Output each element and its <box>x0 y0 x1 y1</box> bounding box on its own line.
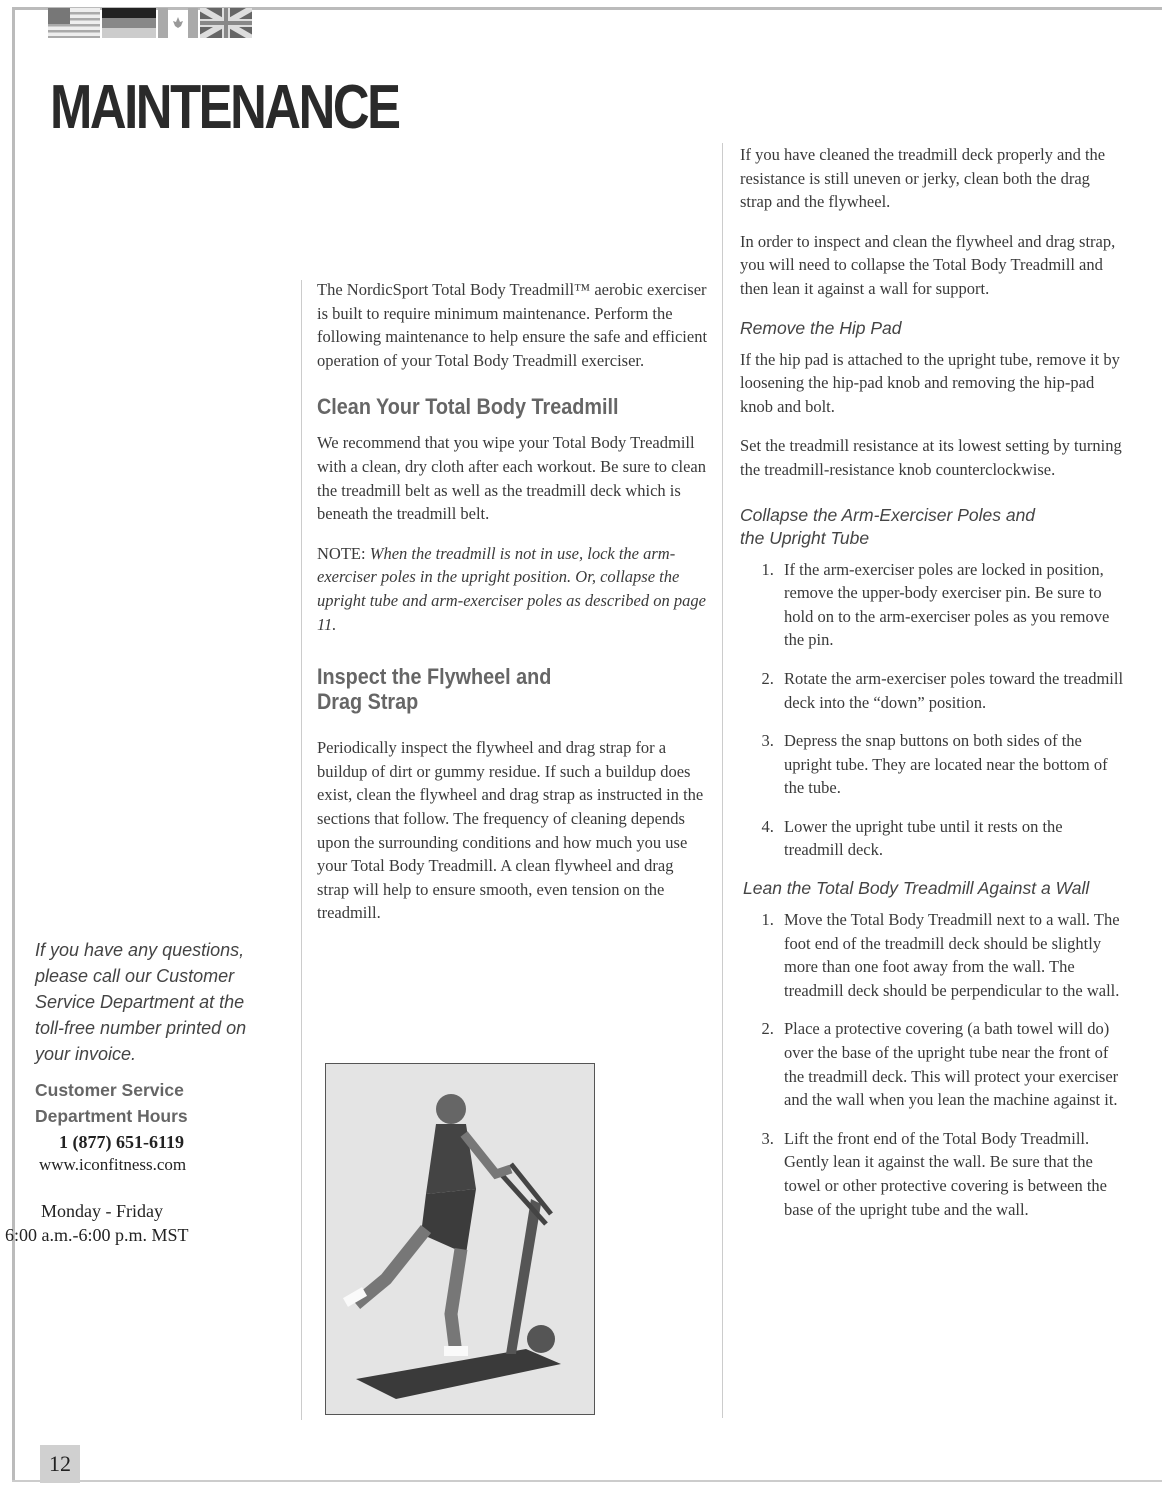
list-item: 1. If the arm-exerciser poles are locked in position, remove the upper-body exerciser pin. Be sure to hold on to the arm-exerciser poles as you remove the pin. <box>778 558 1125 652</box>
subheading-lean: Lean the Total Body Treadmill Against a Wall <box>743 878 1090 899</box>
page-border-left <box>12 7 15 1482</box>
woman-on-treadmill-image <box>326 1064 594 1414</box>
lean-steps-list <box>740 908 1125 1221</box>
website-link[interactable]: www.iconfitness.com <box>39 1155 187 1174</box>
clean-paragraph: We recommend that you wipe your Total Body Treadmill with a clean, dry cloth after each workout. Be sure to clean the treadmill belt as well as the treadmill deck which is beneath the treadmill belt. <box>317 433 706 524</box>
subheading-hip-pad: Remove the Hip Pad <box>740 317 902 338</box>
hours-heading-line-1: Customer Service <box>35 1080 184 1100</box>
note-text: When the treadmill is not in use, lock the arm-exerciser poles in the upright position. Or, collapse the upright tube and arm-exerciser poles as described on page 11. <box>317 543 706 634</box>
intro-paragraph: The NordicSport Total Body Treadmill™ aerobic exerciser is built to require minimum maintenance. Perform the following maintenance to help ensure the safe and efficient operation of your Total Body Treadmill exerciser. <box>317 280 708 370</box>
page-title: MAINTENANCE <box>50 73 399 142</box>
german-flag-icon <box>102 8 156 38</box>
customer-service-sidebar <box>5 937 275 1248</box>
treadmill-photo <box>325 1063 595 1415</box>
service-days: Monday - Friday <box>41 1201 163 1221</box>
phone-number: 1 (877) 651-6119 <box>59 1132 184 1152</box>
note-paragraph <box>317 542 709 636</box>
right-column <box>740 143 1125 1236</box>
uk-flag-icon <box>200 8 252 38</box>
middle-column <box>317 278 709 941</box>
list-item: 1. Move the Total Body Treadmill next to a wall. The foot end of the treadmill deck should be slightly more than one foot away from the wall. The treadmill deck should be perpendicular to the wall. <box>778 908 1125 1002</box>
hip-paragraph-1: If the hip pad is attached to the upright tube, remove it by loosening the hip-pad knob and removing the hip-pad knob and bolt. <box>740 349 1120 416</box>
hip-paragraph-2: Set the treadmill resistance at its lowest setting by turning the treadmill-resistance knob counterclockwise. <box>740 436 1122 479</box>
section-heading-inspect: Inspect the Flywheel and Drag Strap <box>317 664 552 715</box>
list-item: 2. Rotate the arm-exerciser poles toward the treadmill deck into the “down” position. <box>778 667 1125 714</box>
page-number: 12 <box>40 1445 80 1483</box>
right-paragraph-2: In order to inspect and clean the flywheel and drag strap, you will need to collapse the Total Body Treadmill and then lean it against a wall for support. <box>740 231 1116 298</box>
list-item: 3. Depress the snap buttons on both sides of the upright tube. They are located near the bottom of the tube. <box>778 729 1125 800</box>
inspect-paragraph: Periodically inspect the flywheel and drag strap for a buildup of dirt or gummy residue. If such a buildup does exist, clean the flywheel and drag strap as instructed in the sections that follow. The frequency of cleaning depends upon the surrounding conditions and how much you use your Total Body Treadmill. A clean flywheel and drag strap will help to ensure smooth, even tension on the treadmill. <box>317 738 704 923</box>
page-border-bottom <box>12 1480 1162 1482</box>
list-item: 2. Place a protective covering (a bath towel will do) over the base of the upright tube near the front of the treadmill deck. This will protect your exerciser and the wall when you lean the machine against it. <box>778 1017 1125 1111</box>
subheading-collapse: Collapse the Arm-Exerciser Poles and the Upright Tube <box>740 504 1036 548</box>
section-heading-clean: Clean Your Total Body Treadmill <box>317 394 619 420</box>
list-item: 3. Lift the front end of the Total Body Treadmill. Gently lean it against the wall. Be sure that the towel or other protective covering is between the base of the upright tube and the wall. <box>778 1127 1125 1221</box>
service-time: 6:00 a.m.-6:00 p.m. MST <box>5 1225 189 1245</box>
us-flag-icon <box>48 8 100 38</box>
column-divider <box>301 280 302 1420</box>
column-divider <box>722 143 723 1418</box>
note-label: NOTE: <box>317 543 370 563</box>
right-paragraph-1: If you have cleaned the treadmill deck properly and the resistance is still uneven or jerky, clean both the drag strap and the flywheel. <box>740 145 1106 212</box>
flags-banner <box>48 8 252 38</box>
collapse-steps-list <box>740 558 1125 863</box>
hours-heading-line-2: Department Hours <box>35 1106 188 1126</box>
questions-note: If you have any questions, please call our Customer Service Department at the toll-free number printed on your invoice. <box>35 940 247 1064</box>
list-item: 4. Lower the upright tube until it rests on the treadmill deck. <box>778 815 1125 862</box>
canada-flag-icon <box>158 8 198 38</box>
